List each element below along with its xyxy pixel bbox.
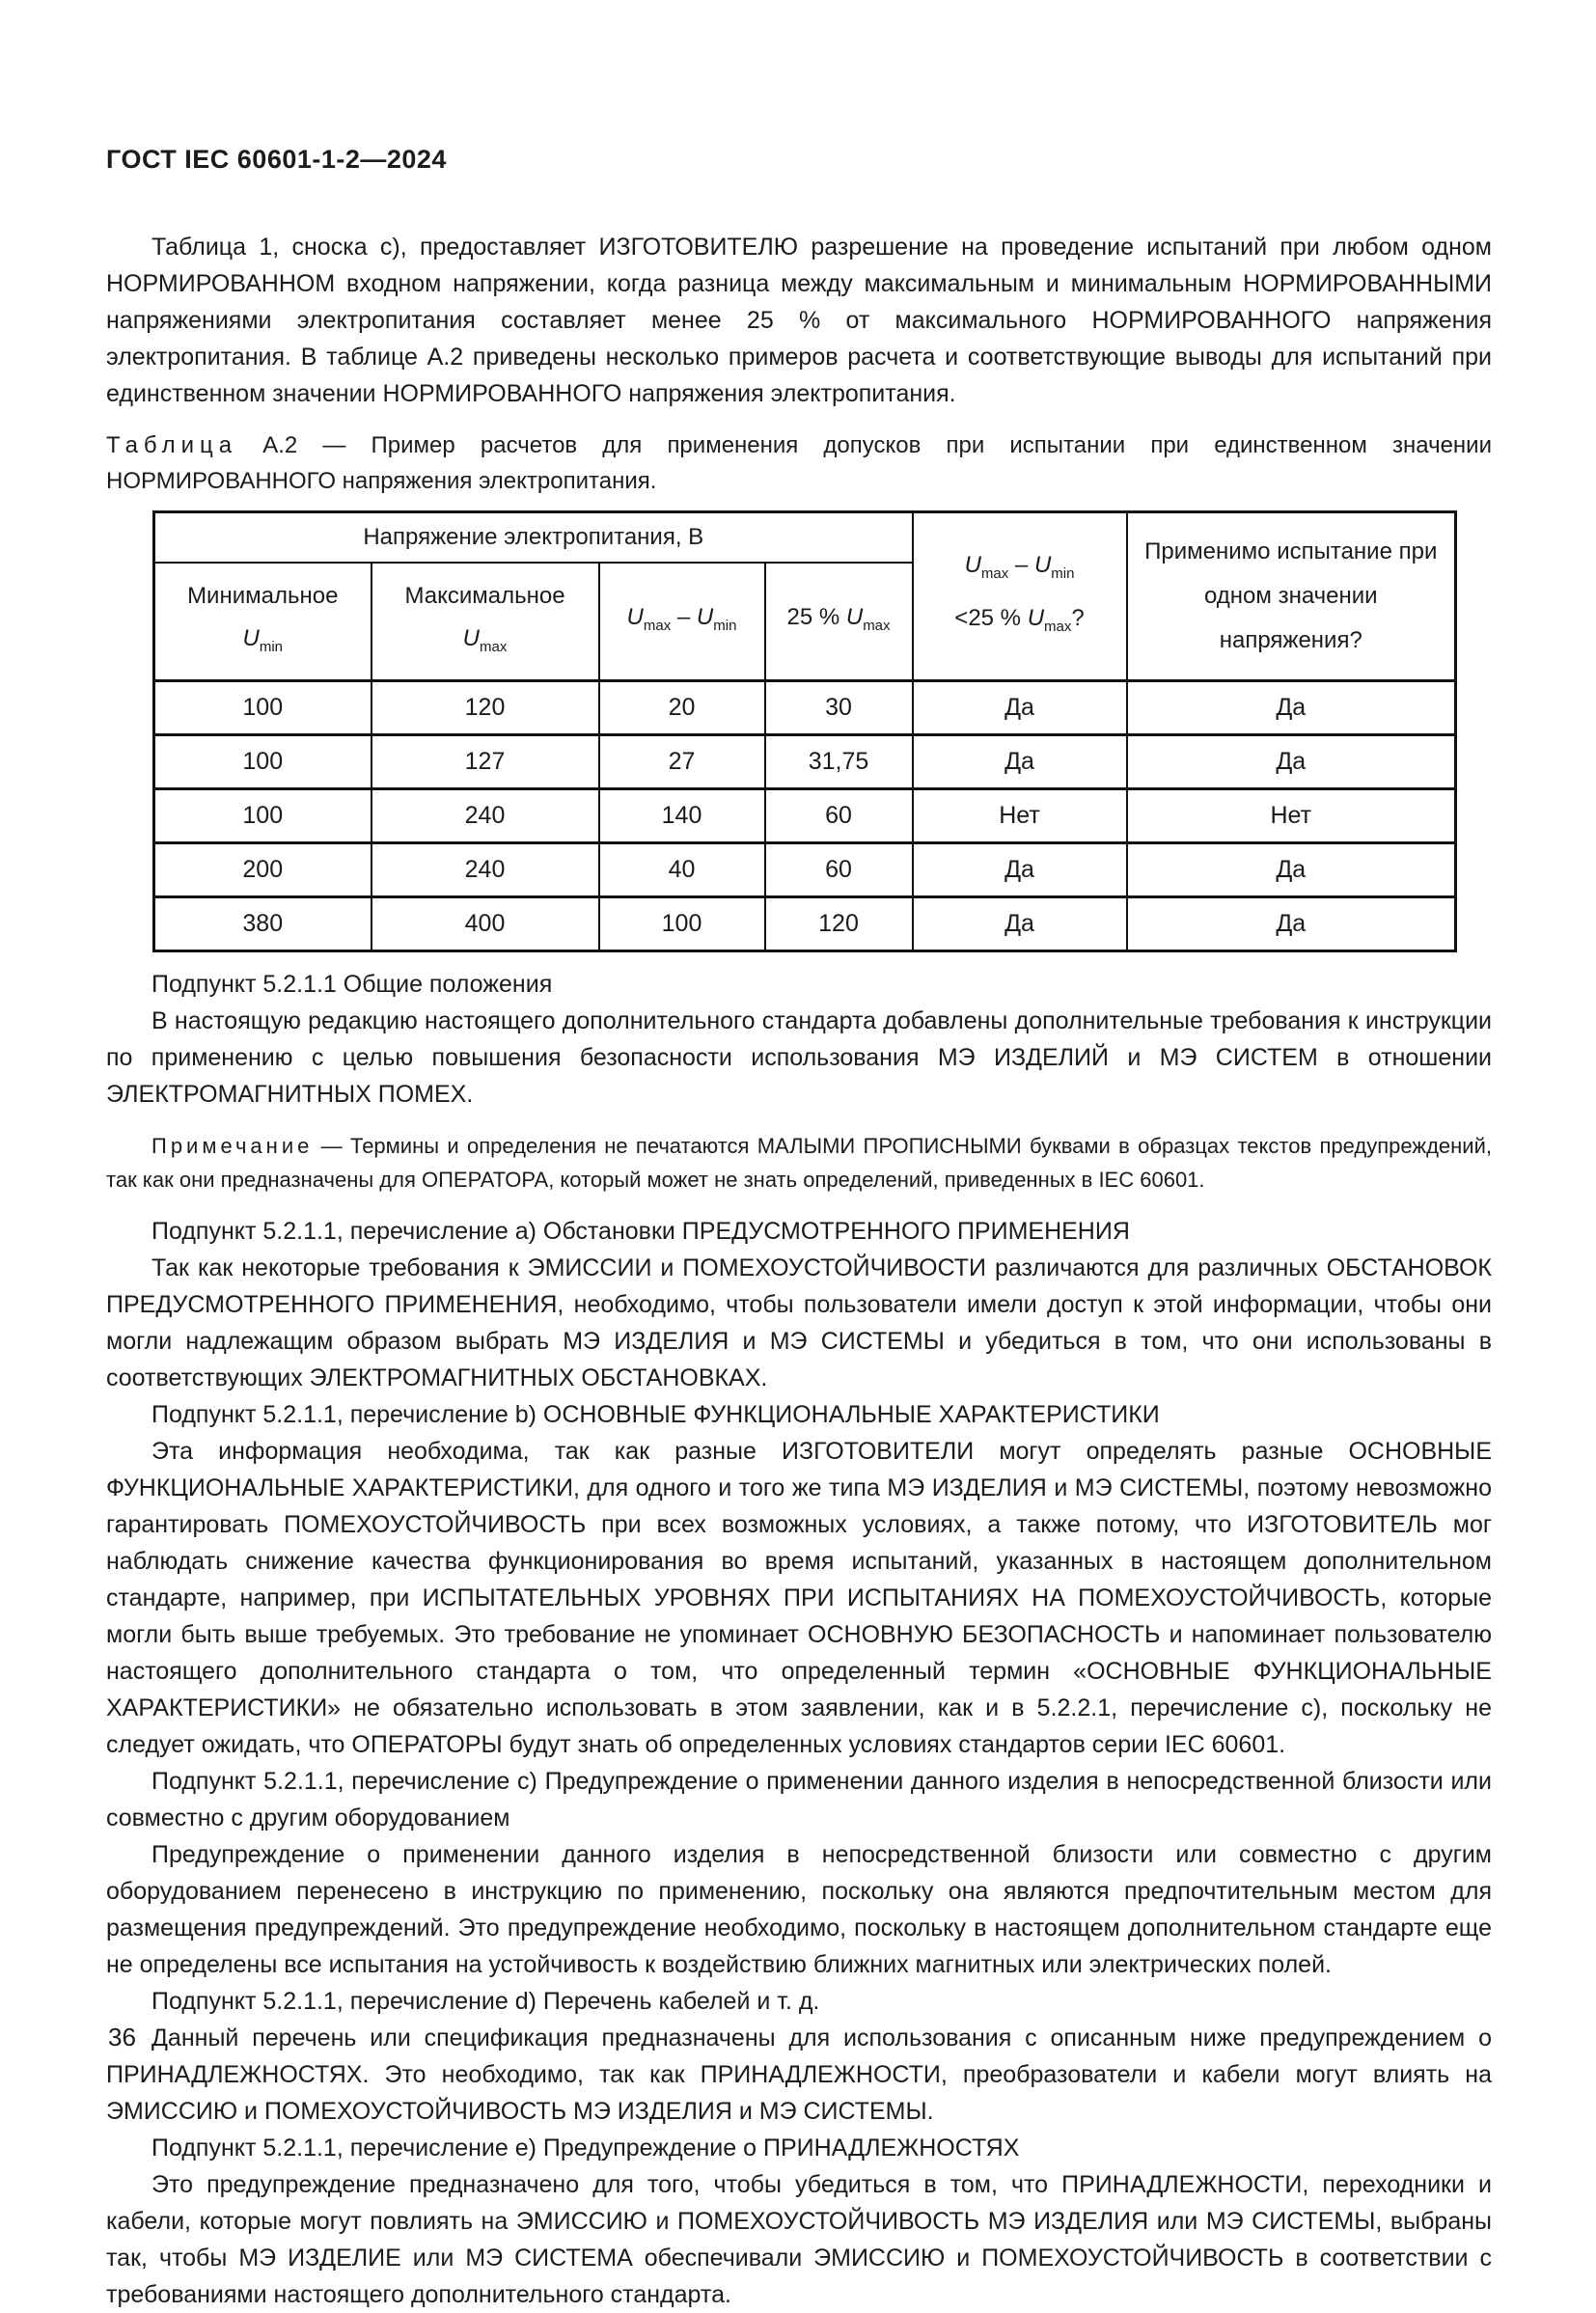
header-supply-voltage: Напряжение электропитания, В bbox=[154, 512, 913, 564]
cell-applicable: Да bbox=[1127, 897, 1456, 951]
cell-25pct: 60 bbox=[765, 789, 913, 843]
cell-diff: 140 bbox=[599, 789, 765, 843]
cell-25pct: 30 bbox=[765, 681, 913, 735]
table-caption-text: А.2 — Пример расчетов для применения допусков при испытании при единственном значении НОРМИРОВАННОГО напряжения электропитания. bbox=[106, 432, 1492, 494]
subscript-max: max bbox=[980, 565, 1009, 582]
cell-diff: 100 bbox=[599, 897, 765, 951]
paragraph-item-d-body: Данный перечень или спецификация предназначены для использования с описанным ниже предупреждением о ПРИНАДЛЕЖНОСТЯХ. Это необходимо, так как ПРИНАДЛЕЖНОСТИ, преобразователи и кабели могут влиять на ЭМИССИЮ и ПОМЕХОУСТОЙЧИВОСТЬ МЭ ИЗДЕЛИЯ и МЭ СИСТЕМЫ. bbox=[106, 2024, 1492, 2125]
header-test-applicable-line2: одном значении напряжения? bbox=[1203, 583, 1378, 653]
minus-sign: – bbox=[1008, 552, 1034, 579]
cell-applicable: Да bbox=[1127, 735, 1456, 789]
document-code: ГОСТ IEC 60601-1-2—2024 bbox=[106, 145, 447, 174]
subscript-max: max bbox=[480, 638, 508, 655]
table-header-row-group bbox=[154, 512, 1456, 564]
note-text: — Термины и определения не печатаются МАЛЫМИ ПРОПИСНЫМИ буквами в образцах текстов предупреждений, так как они предназначены для ОПЕРАТОРА, который может не знать определений, приведенных в IEC 60601. bbox=[106, 1134, 1492, 1192]
cell-umin: 100 bbox=[154, 735, 371, 789]
table-a2-container bbox=[152, 510, 1492, 952]
table-row bbox=[154, 789, 1456, 843]
header-maximum-umax bbox=[371, 563, 599, 681]
note-paragraph bbox=[106, 1129, 1492, 1197]
paragraph-edition-requirements: В настоящую редакцию настоящего дополнительного стандарта добавлены дополнительные требования к инструкции по применению с целью повышения безопасности использования МЭ ИЗДЕЛИЙ и МЭ СИСТЕМ в отношении ЭЛЕКТРОМАГНИТНЫХ ПОМЕХ. bbox=[106, 1007, 1492, 1108]
header-minimum-title: Минимальное bbox=[187, 582, 339, 609]
cell-umin: 200 bbox=[154, 843, 371, 897]
cell-umin: 100 bbox=[154, 681, 371, 735]
page-number: 36 bbox=[108, 2023, 136, 2051]
header-25pct-umax bbox=[765, 563, 913, 681]
document-page bbox=[106, 145, 1492, 2313]
subscript-min: min bbox=[1051, 565, 1075, 582]
cell-lt25: Да bbox=[913, 735, 1127, 789]
u-symbol: U bbox=[1027, 605, 1045, 631]
cell-applicable: Да bbox=[1127, 681, 1456, 735]
table-row bbox=[154, 681, 1456, 735]
paragraph-item-c-body: Предупреждение о применении данного изделия в непосредственной близости или совместно с другим оборудованием перенесено в инструкцию по применению, поскольку она являются предпочтительным местом для размещения предупреждений. Это предупреждение необходимо, поскольку в настоящем дополнительном стандарте еще не определены все испытания на устойчивость к воздействию ближних магнитных или электрических полей. bbox=[106, 1841, 1492, 1978]
paragraph-item-c-heading: Подпункт 5.2.1.1, перечисление c) Предупреждение о применении данного изделия в непосредственной близости или совместно с другим оборудованием bbox=[106, 1768, 1492, 1831]
paragraph-subclause-general: Подпункт 5.2.1.1 Общие положения bbox=[151, 971, 553, 998]
cell-umin: 100 bbox=[154, 789, 371, 843]
u-symbol: U bbox=[626, 603, 644, 630]
paragraph-item-b-heading: Подпункт 5.2.1.1, перечисление b) ОСНОВНЫЕ ФУНКЦИОНАЛЬНЫЕ ХАРАКТЕРИСТИКИ bbox=[151, 1401, 1160, 1428]
table-caption-label: Таблица bbox=[106, 432, 238, 458]
cell-lt25: Да bbox=[913, 681, 1127, 735]
cell-diff: 20 bbox=[599, 681, 765, 735]
paragraph-item-e-body: Это предупреждение предназначено для того, чтобы убедиться в том, что ПРИНАДЛЕЖНОСТИ, переходники и кабели, которые могут повлиять на ЭМИССИЮ и ПОМЕХОУСТОЙЧИВОСТЬ МЭ ИЗДЕЛИЯ или МЭ СИСТЕМЫ, выбраны так, чтобы МЭ ИЗДЕЛИЕ или МЭ СИСТЕМА обеспечивали ЭМИССИЮ и ПОМЕХОУСТОЙЧИВОСТЬ в соответствии с требованиями настоящего дополнительного стандарта. bbox=[106, 2171, 1492, 2308]
u-symbol: U bbox=[1033, 552, 1052, 579]
cell-umax: 120 bbox=[371, 681, 599, 735]
cell-25pct: 31,75 bbox=[765, 735, 913, 789]
u-symbol: U bbox=[845, 603, 864, 630]
paragraph-item-e-heading: Подпункт 5.2.1.1, перечисление e) Предупреждение о ПРИНАДЛЕЖНОСТЯХ bbox=[151, 2134, 1020, 2162]
subscript-min: min bbox=[713, 617, 737, 634]
cell-applicable: Да bbox=[1127, 843, 1456, 897]
voltage-tolerance-table bbox=[152, 510, 1457, 952]
cell-applicable: Нет bbox=[1127, 789, 1456, 843]
cell-lt25: Да bbox=[913, 897, 1127, 951]
table-row bbox=[154, 897, 1456, 951]
paragraph-item-b-body: Эта информация необходима, так как разные ИЗГОТОВИТЕЛИ могут определять разные ОСНОВНЫЕ ФУНКЦИОНАЛЬНЫЕ ХАРАКТЕРИСТИКИ, для одного и того же типа МЭ ИЗДЕЛИЯ и МЭ СИСТЕМЫ, поэтому невозможно гарантировать ПОМЕХОУСТОЙЧИВОСТЬ при всех возможных условиях, а также потому, что ИЗГОТОВИТЕЛЬ мог наблюдать снижение качества функционирования во время испытаний, указанных в настоящем дополнительном стандарте, например, при ИСПЫТАТЕЛЬНЫХ УРОВНЯХ ПРИ ИСПЫТАНИЯХ НА ПОМЕХОУСТОЙЧИВОСТЬ, которые могли быть выше требуемых. Это требование не упоминает ОСНОВНУЮ БЕЗОПАСНОСТЬ и напоминает пользователю настоящего дополнительного стандарта о том, что определенный термин «ОСНОВНЫЕ ФУНКЦИОНАЛЬНЫЕ ХАРАКТЕРИСТИКИ» не обязательно использовать в этом заявлении, как и в 5.2.2.1, перечисление c), поскольку не следует ожидать, что ОПЕРАТОРЫ будут знать об определенных условиях стандартов серии IEC 60601. bbox=[106, 1438, 1492, 1758]
table-row bbox=[154, 843, 1456, 897]
cell-diff: 27 bbox=[599, 735, 765, 789]
cell-umax: 240 bbox=[371, 789, 599, 843]
subscript-min: min bbox=[259, 638, 283, 655]
u-symbol: U bbox=[242, 624, 260, 651]
minus-sign: – bbox=[671, 603, 697, 630]
intro-paragraph: Таблица 1, сноска c), предоставляет ИЗГОТОВИТЕЛЮ разрешение на проведение испытаний при любом одном НОРМИРОВАННОМ входном напряжении, когда разница между максимальным и минимальным НОРМИРОВАННЫМИ напряжениями электропитания составляет менее 25 % от максимального НОРМИРОВАННОГО напряжения электропитания. В таблице А.2 приведены несколько примеров расчета и соответствующие выводы для испытаний при единственном значении НОРМИРОВАННОГО напряжения электропитания. bbox=[106, 234, 1492, 407]
table-row bbox=[154, 735, 1456, 789]
question-mark: ? bbox=[1071, 605, 1085, 631]
header-test-applicable bbox=[1127, 512, 1456, 681]
cell-diff: 40 bbox=[599, 843, 765, 897]
header-test-applicable-line1: Применимо испытание при bbox=[1144, 538, 1438, 564]
paragraph-item-d-heading: Подпункт 5.2.1.1, перечисление d) Перечень кабелей и т. д. bbox=[151, 1988, 820, 2015]
paragraph-item-a-body: Так как некоторые требования к ЭМИССИИ и ПОМЕХОУСТОЙЧИВОСТИ различаются для различных ОБСТАНОВОК ПРЕДУСМОТРЕННОГО ПРИМЕНЕНИЯ, необходимо, чтобы пользователи имели доступ к этой информации, чтобы они могли надлежащим образом выбрать МЭ ИЗДЕЛИЯ и МЭ СИСТЕМЫ и убедиться в том, что они использованы в соответствующих ЭЛЕКТРОМАГНИТНЫХ ОБСТАНОВКАХ. bbox=[106, 1254, 1492, 1391]
cell-25pct: 120 bbox=[765, 897, 913, 951]
subscript-max: max bbox=[863, 617, 891, 634]
u-symbol: U bbox=[696, 603, 714, 630]
cell-25pct: 60 bbox=[765, 843, 913, 897]
table-caption bbox=[106, 427, 1492, 499]
subscript-max: max bbox=[643, 617, 672, 634]
paragraph-item-a-heading: Подпункт 5.2.1.1, перечисление a) Обстановки ПРЕДУСМОТРЕННОГО ПРИМЕНЕНИЯ bbox=[151, 1218, 1130, 1245]
header-minimum-umin bbox=[154, 563, 371, 681]
cell-lt25: Нет bbox=[913, 789, 1127, 843]
cell-umax: 127 bbox=[371, 735, 599, 789]
cell-umin: 380 bbox=[154, 897, 371, 951]
pct-prefix: 25 % bbox=[786, 603, 846, 630]
header-diff-question bbox=[913, 512, 1127, 681]
cell-umax: 400 bbox=[371, 897, 599, 951]
cell-umax: 240 bbox=[371, 843, 599, 897]
subscript-max: max bbox=[1044, 618, 1072, 635]
u-symbol: U bbox=[964, 552, 981, 579]
u-symbol: U bbox=[462, 624, 480, 651]
header-umax-minus-umin bbox=[599, 563, 765, 681]
less-than-25pct: <25 % bbox=[954, 605, 1028, 631]
cell-lt25: Да bbox=[913, 843, 1127, 897]
header-maximum-title: Максимальное bbox=[404, 582, 565, 609]
note-label: Примечание bbox=[151, 1134, 314, 1158]
